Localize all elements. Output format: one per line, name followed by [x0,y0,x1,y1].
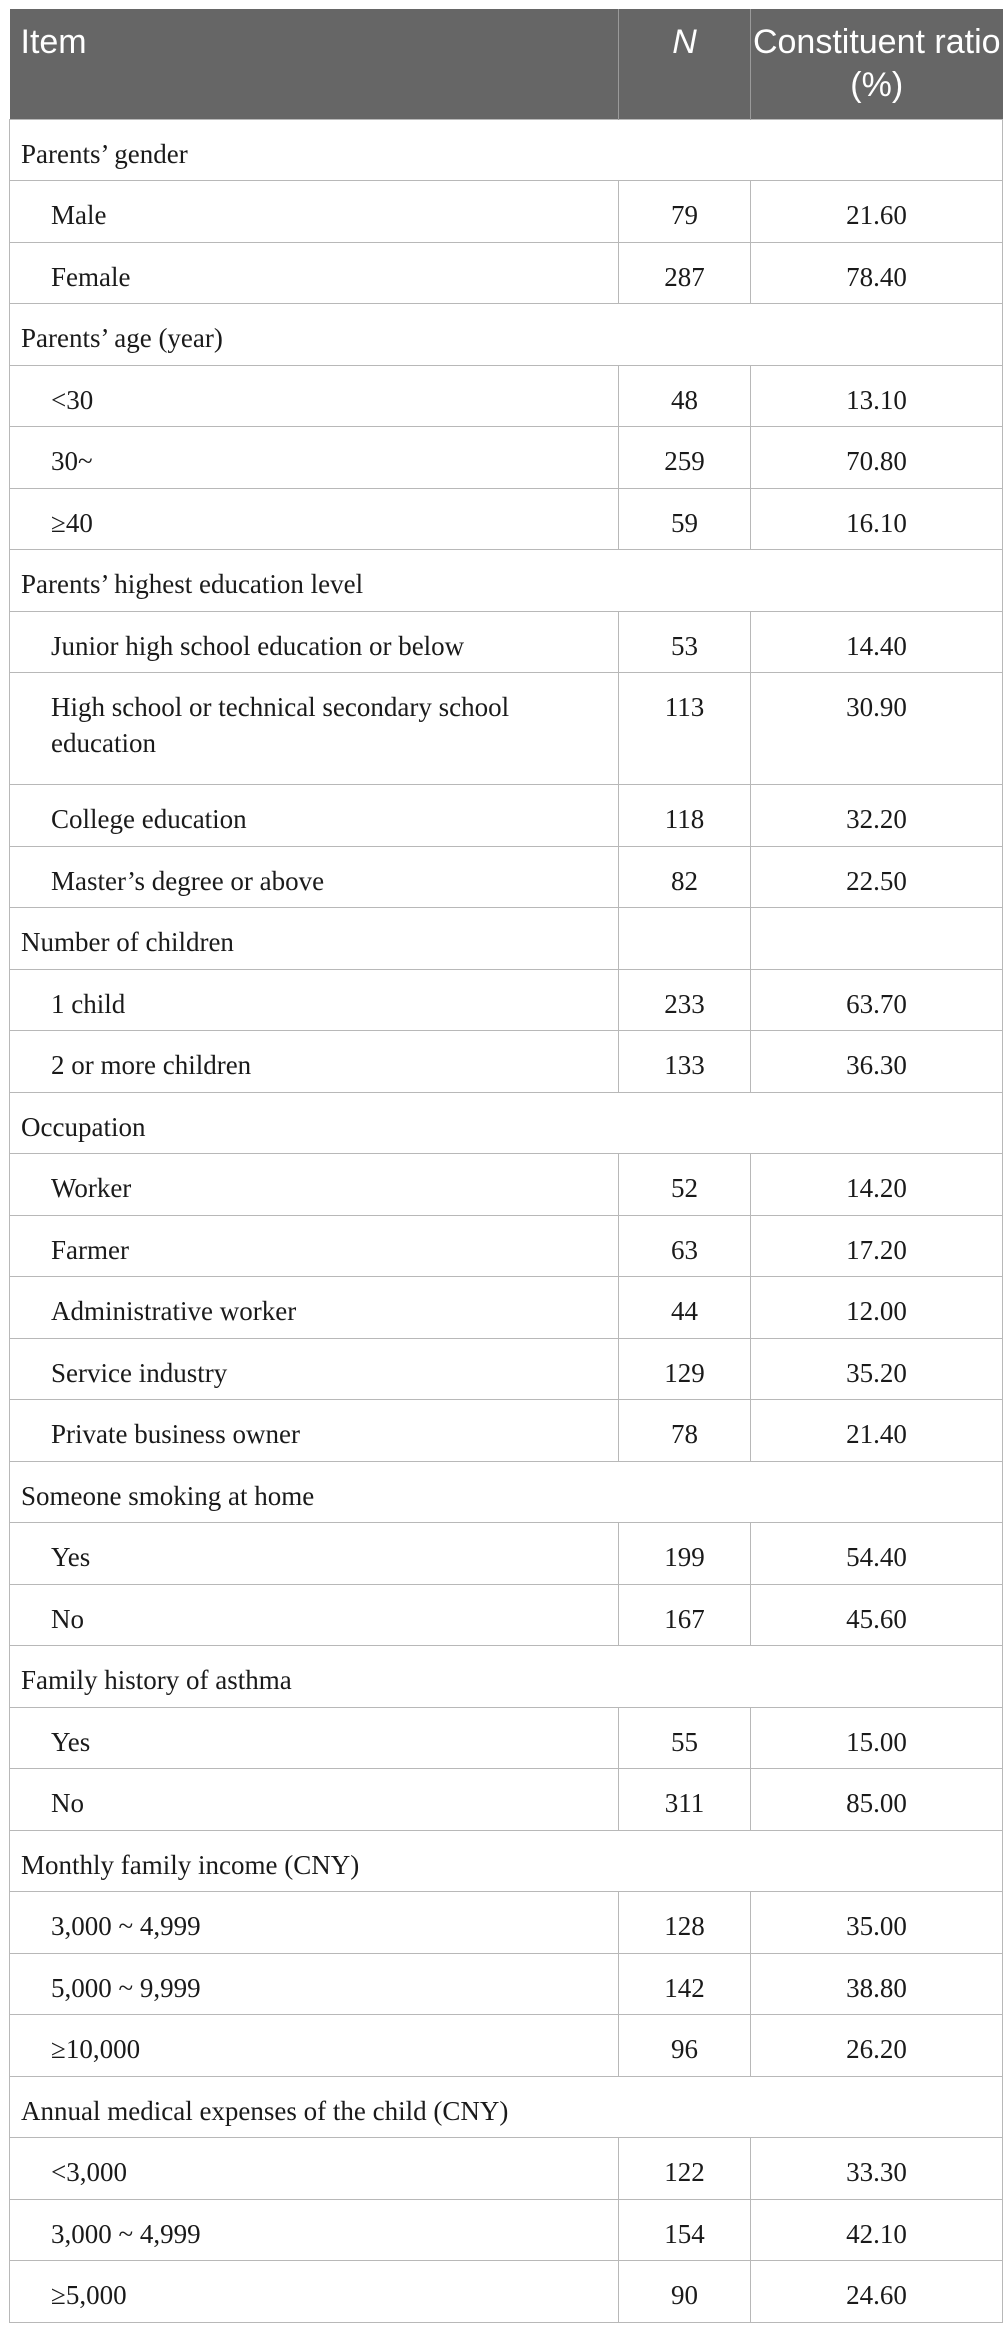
table-row [10,1215,1003,1277]
table-row [10,2138,1003,2200]
count-cell: 63 [619,1215,751,1277]
row-label: Yes [10,1523,619,1585]
section-row [10,304,1003,366]
ratio-cell: 16.10 [751,488,1003,550]
table-row [10,2261,1003,2323]
table-row [10,969,1003,1031]
row-label: Yes [10,1707,619,1769]
empty-cell [751,1092,1003,1154]
count-cell: 96 [619,2015,751,2077]
section-label: Parents’ highest education level [10,550,619,612]
empty-cell [619,1830,751,1892]
row-label: ≥10,000 [10,2015,619,2077]
count-cell: 53 [619,611,751,673]
table-row [10,488,1003,550]
count-cell: 113 [619,673,751,785]
data-table-container [9,9,1002,2323]
section-row [10,1646,1003,1708]
row-label: 30~ [10,427,619,489]
count-cell: 79 [619,181,751,243]
table-row [10,1031,1003,1093]
count-cell: 129 [619,1338,751,1400]
row-label: 3,000 ~ 4,999 [10,1892,619,1954]
table-row [10,1523,1003,1585]
row-label: 2 or more children [10,1031,619,1093]
table-row [10,1277,1003,1339]
count-cell: 55 [619,1707,751,1769]
ratio-cell: 14.20 [751,1154,1003,1216]
count-cell: 142 [619,1953,751,2015]
row-label: No [10,1584,619,1646]
count-cell: 259 [619,427,751,489]
section-label: Someone smoking at home [10,1461,619,1523]
row-label: Female [10,242,619,304]
header-item: Item [10,9,619,119]
ratio-cell: 45.60 [751,1584,1003,1646]
count-cell: 133 [619,1031,751,1093]
ratio-cell: 13.10 [751,365,1003,427]
row-label: 3,000 ~ 4,999 [10,2199,619,2261]
section-label: Number of children [10,908,619,970]
ratio-cell: 63.70 [751,969,1003,1031]
table-row [10,181,1003,243]
empty-cell [619,908,751,970]
count-cell: 311 [619,1769,751,1831]
ratio-cell: 15.00 [751,1707,1003,1769]
section-row [10,1461,1003,1523]
row-label: 5,000 ~ 9,999 [10,1953,619,2015]
ratio-cell: 32.20 [751,785,1003,847]
count-cell: 48 [619,365,751,427]
count-cell: 78 [619,1400,751,1462]
header-row [10,9,1003,119]
ratio-cell: 35.20 [751,1338,1003,1400]
count-cell: 122 [619,2138,751,2200]
table-row [10,611,1003,673]
table-row [10,2015,1003,2077]
table-row [10,785,1003,847]
ratio-cell: 26.20 [751,2015,1003,2077]
empty-cell [619,119,751,181]
count-cell: 199 [619,1523,751,1585]
section-label: Parents’ age (year) [10,304,619,366]
empty-cell [751,1646,1003,1708]
row-label: Junior high school education or below [10,611,619,673]
count-cell: 154 [619,2199,751,2261]
section-label: Monthly family income (CNY) [10,1830,619,1892]
row-label: ≥40 [10,488,619,550]
row-label: Worker [10,1154,619,1216]
row-label: High school or technical secondary school education [10,673,619,785]
row-label: Master’s degree or above [10,846,619,908]
empty-cell [751,908,1003,970]
ratio-cell: 21.40 [751,1400,1003,1462]
table-header [10,9,1003,119]
empty-cell [619,2076,751,2138]
count-cell: 167 [619,1584,751,1646]
count-cell: 118 [619,785,751,847]
ratio-cell: 38.80 [751,1953,1003,2015]
row-label: <30 [10,365,619,427]
row-label: Male [10,181,619,243]
ratio-cell: 70.80 [751,427,1003,489]
table-row [10,2199,1003,2261]
section-label: Parents’ gender [10,119,619,181]
ratio-cell: 85.00 [751,1769,1003,1831]
section-row [10,2076,1003,2138]
empty-cell [619,304,751,366]
section-row [10,1092,1003,1154]
table-row [10,1953,1003,2015]
row-label: <3,000 [10,2138,619,2200]
empty-cell [619,1092,751,1154]
ratio-cell: 33.30 [751,2138,1003,2200]
empty-cell [751,1830,1003,1892]
empty-cell [751,304,1003,366]
count-cell: 44 [619,1277,751,1339]
ratio-cell: 35.00 [751,1892,1003,1954]
table-row [10,673,1003,785]
row-label: Private business owner [10,1400,619,1462]
table-row [10,846,1003,908]
table-row [10,1154,1003,1216]
empty-cell [751,119,1003,181]
row-label: College education [10,785,619,847]
table-row [10,365,1003,427]
table-row [10,1892,1003,1954]
count-cell: 82 [619,846,751,908]
table-row [10,1584,1003,1646]
empty-cell [619,1646,751,1708]
empty-cell [751,2076,1003,2138]
row-label: Farmer [10,1215,619,1277]
empty-cell [751,1461,1003,1523]
ratio-cell: 24.60 [751,2261,1003,2323]
section-label: Annual medical expenses of the child (CNY) [10,2076,619,2138]
ratio-cell: 42.10 [751,2199,1003,2261]
count-cell: 233 [619,969,751,1031]
ratio-cell: 30.90 [751,673,1003,785]
row-label: Administrative worker [10,1277,619,1339]
demographics-table [9,9,1003,2323]
empty-cell [619,1461,751,1523]
header-n: N [619,9,751,119]
count-cell: 90 [619,2261,751,2323]
ratio-cell: 21.60 [751,181,1003,243]
count-cell: 128 [619,1892,751,1954]
section-row [10,908,1003,970]
empty-cell [619,550,751,612]
section-label: Occupation [10,1092,619,1154]
table-body [10,119,1003,2322]
table-row [10,1707,1003,1769]
row-label: 1 child [10,969,619,1031]
section-row [10,1830,1003,1892]
ratio-cell: 78.40 [751,242,1003,304]
empty-cell [751,550,1003,612]
row-label: No [10,1769,619,1831]
section-row [10,119,1003,181]
row-label: ≥5,000 [10,2261,619,2323]
table-row [10,427,1003,489]
ratio-cell: 36.30 [751,1031,1003,1093]
table-row [10,1769,1003,1831]
table-row [10,1400,1003,1462]
ratio-cell: 17.20 [751,1215,1003,1277]
count-cell: 52 [619,1154,751,1216]
ratio-cell: 54.40 [751,1523,1003,1585]
count-cell: 59 [619,488,751,550]
section-row [10,550,1003,612]
table-row [10,1338,1003,1400]
count-cell: 287 [619,242,751,304]
ratio-cell: 14.40 [751,611,1003,673]
ratio-cell: 12.00 [751,1277,1003,1339]
ratio-cell: 22.50 [751,846,1003,908]
header-ratio: Constituent ratio (%) [751,9,1003,119]
table-row [10,242,1003,304]
row-label: Service industry [10,1338,619,1400]
section-label: Family history of asthma [10,1646,619,1708]
